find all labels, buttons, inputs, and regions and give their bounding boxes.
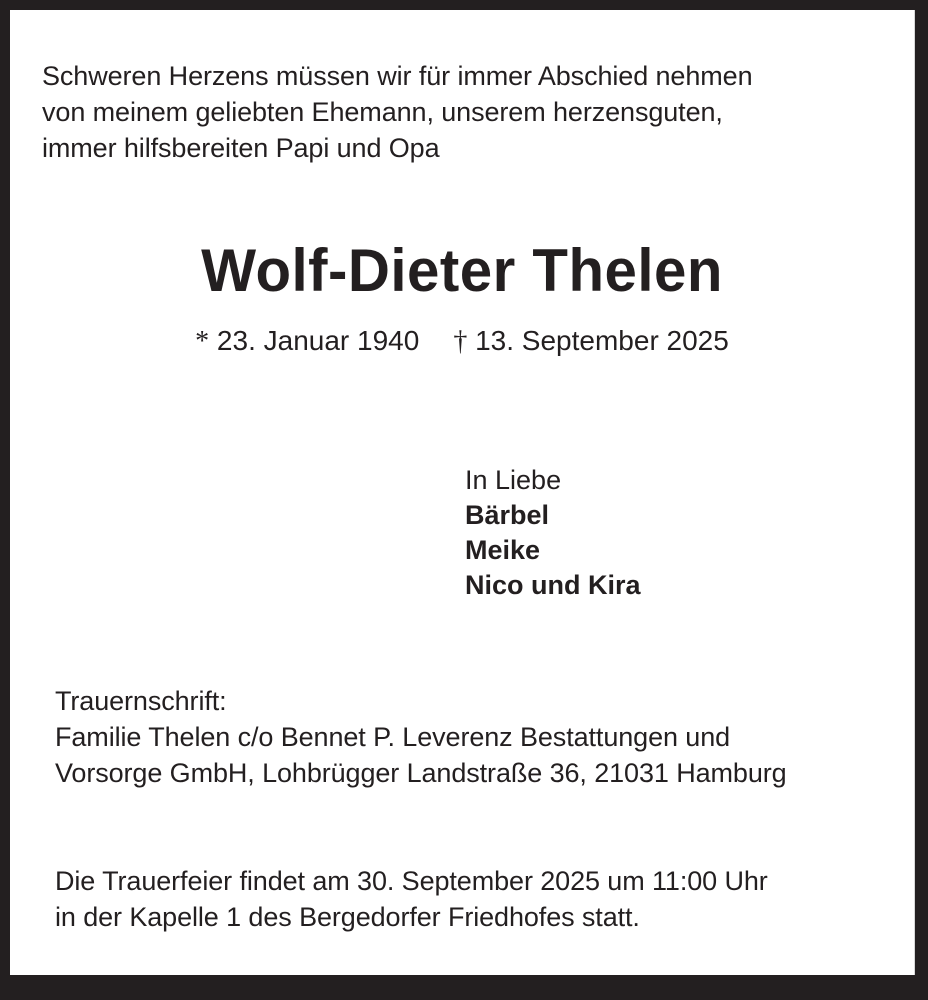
obituary-notice-body [10,10,915,975]
survivor-name: Bärbel [465,500,550,530]
tribute-line-1: Schweren Herzens müssen wir für immer Abschied nehmen [42,61,753,91]
life-dates [10,322,914,361]
deceased-name-block [10,238,914,361]
birth-date: 23. Januar 1940 [216,325,420,356]
deceased-name: Wolf-Dieter Thelen [201,237,723,304]
funeral-service-line-2: in der Kapelle 1 des Bergedorfer Friedhofes statt. [55,902,640,932]
mourning-address-label: Trauernschrift: [55,686,227,716]
survivor-name: Meike [465,535,541,565]
tribute-line-2: von meinem geliebten Ehemann, unserem herzensguten, [42,97,723,127]
funeral-service-block [55,863,905,935]
mourning-address-block [55,683,905,791]
death-date: 13. September 2025 [475,325,729,356]
mourning-address-line-1: Familie Thelen c/o Bennet P. Leverenz Bestattungen und [55,722,731,752]
death-date-spacer [467,325,475,356]
birth-date-spacer [209,325,217,356]
survivors-block [465,463,641,603]
mourning-address-line-2: Vorsorge GmbH, Lohbrügger Landstraße 36, 21031 Hamburg [55,758,787,788]
death-cross-icon: † [453,326,468,357]
birth-star-icon: * [195,326,210,357]
survivors-intro: In Liebe [465,465,562,495]
survivor-name: Nico und Kira [465,570,641,600]
tribute-line-3: immer hilfsbereiten Papi und Opa [42,133,440,163]
funeral-service-line-1: Die Trauerfeier findet am 30. September 2025 um 11:00 Uhr [55,866,768,896]
tribute-paragraph [42,58,887,166]
